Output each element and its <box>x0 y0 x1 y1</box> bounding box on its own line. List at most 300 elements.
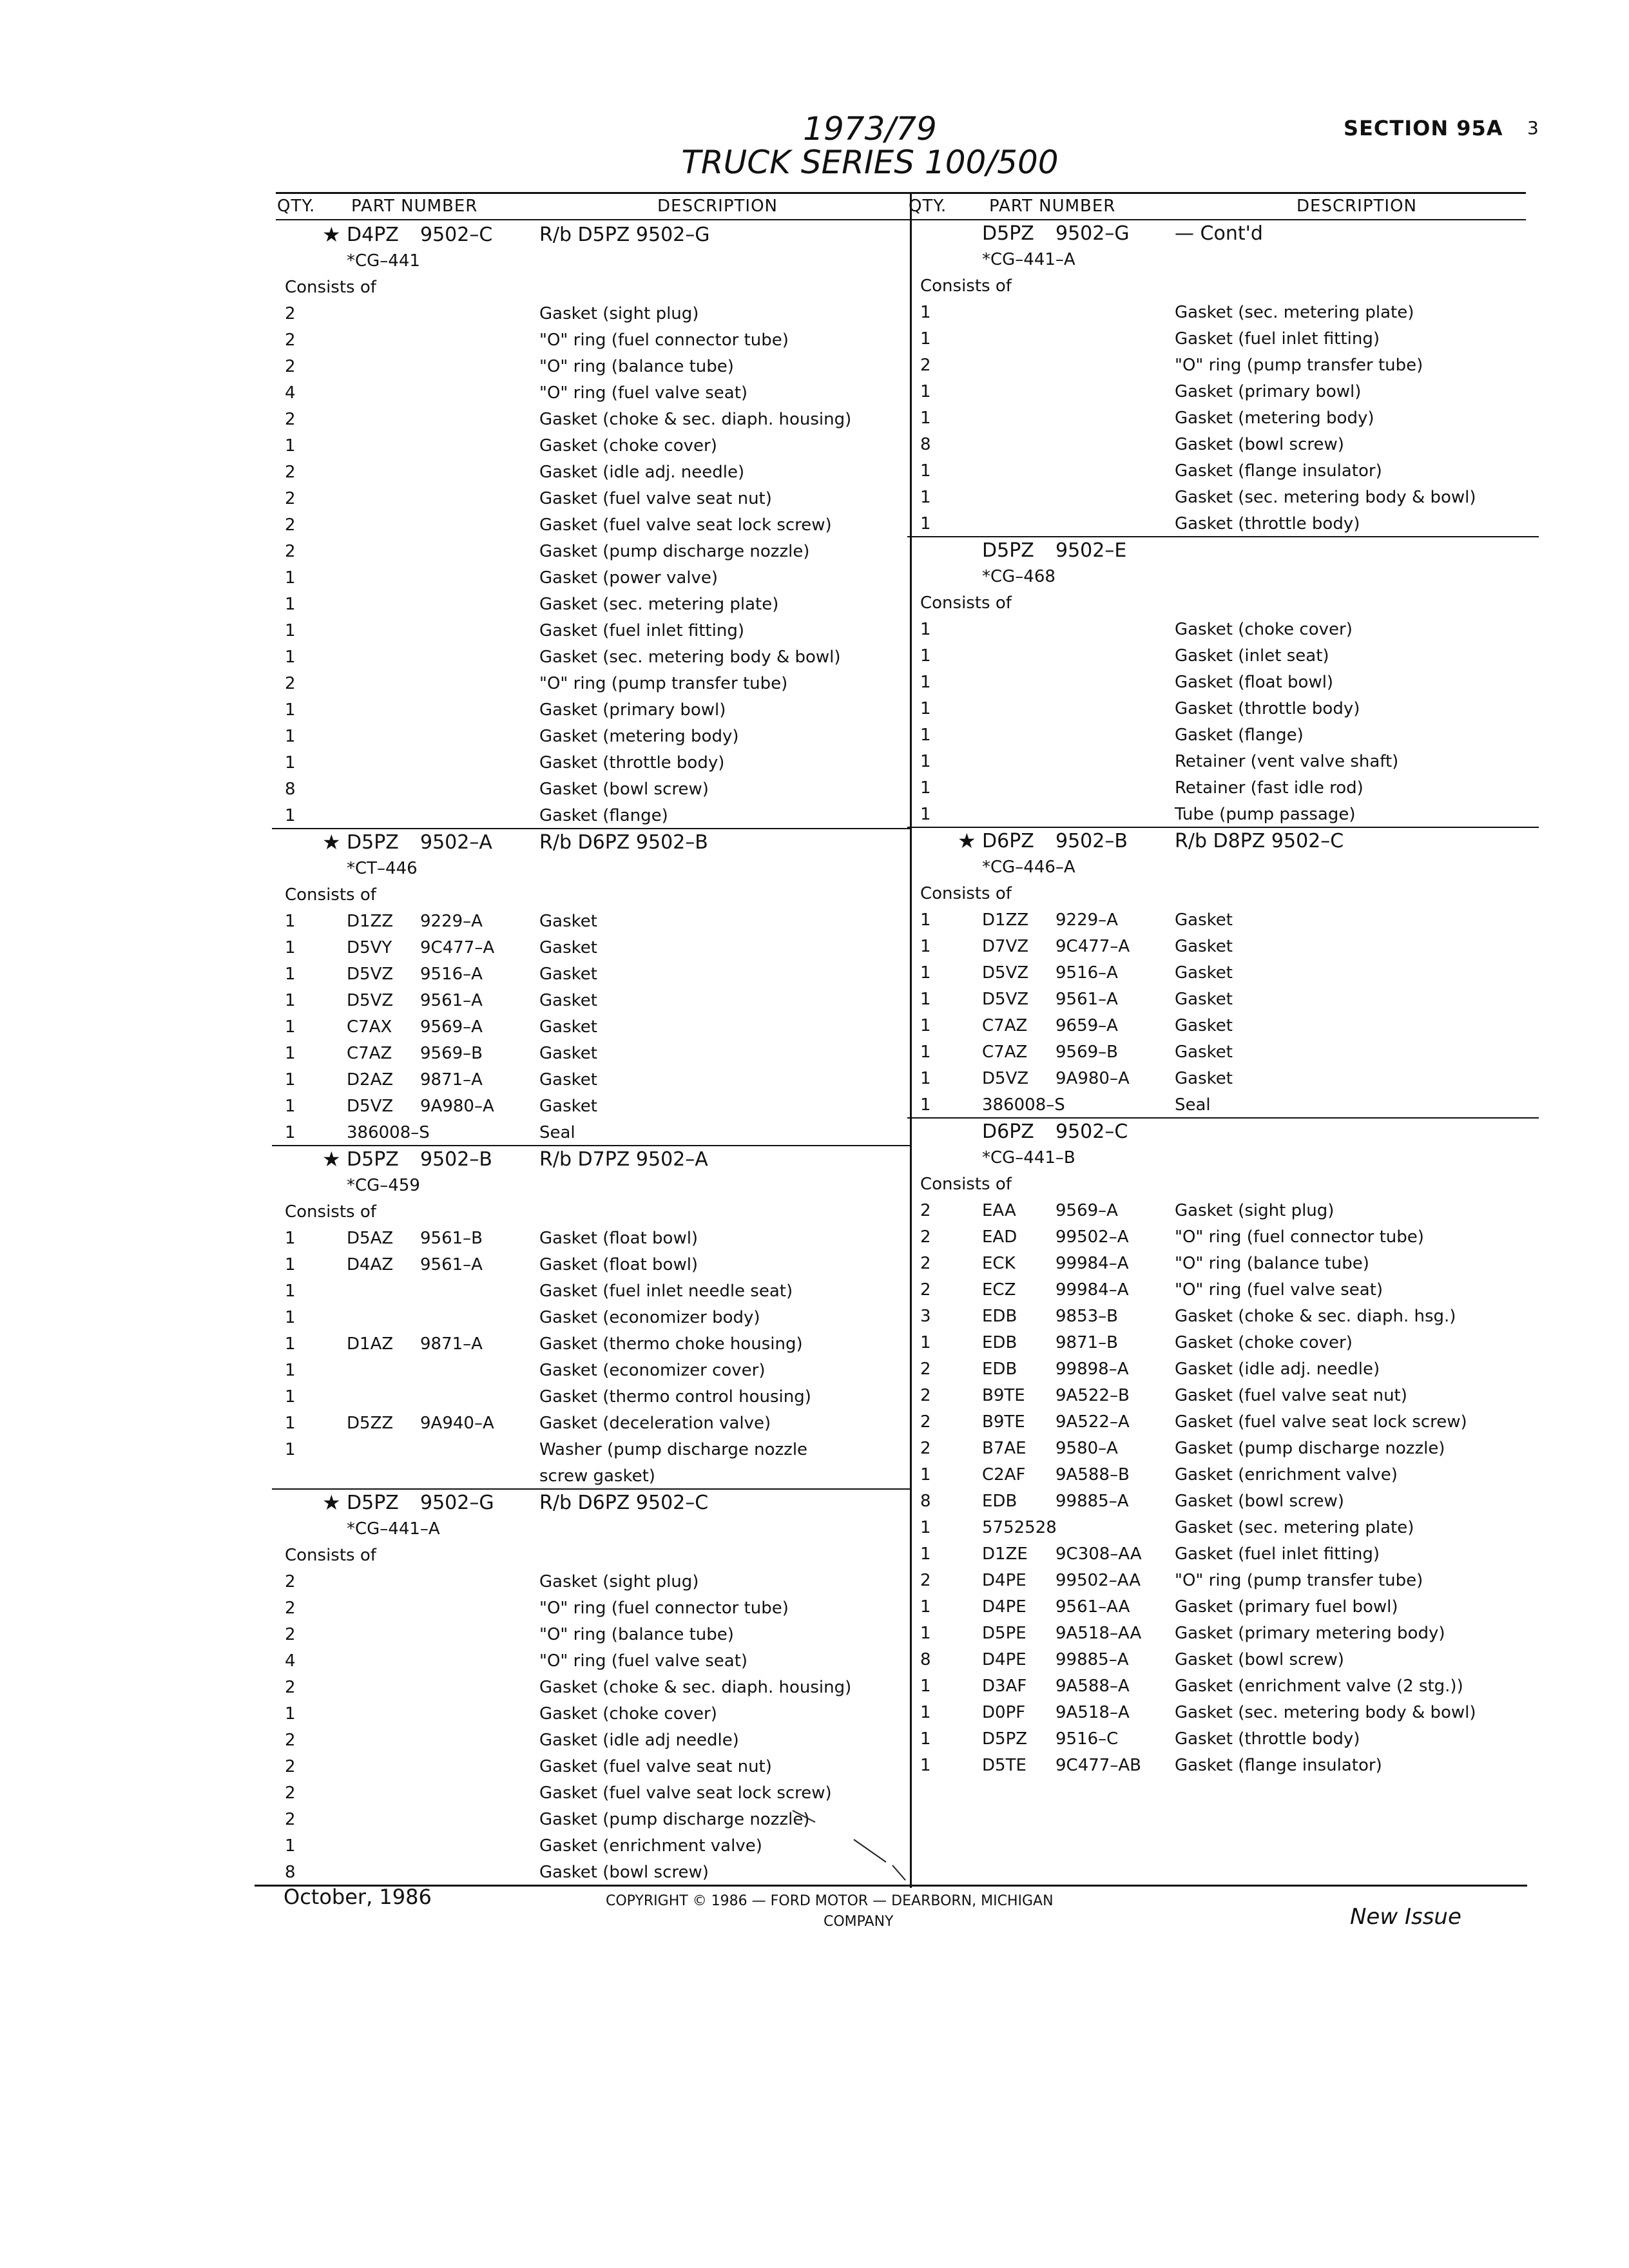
star-icon: ★ <box>322 222 341 247</box>
qty-cell: 2 <box>920 1201 931 1220</box>
description-cell: "O" ring (fuel connector tube) <box>539 1599 789 1618</box>
qty-cell: 2 <box>285 1757 296 1776</box>
page-number: 3 <box>1527 117 1539 139</box>
description-cell: Gasket (sec. metering body & bowl) <box>1175 1703 1476 1722</box>
part-row <box>920 590 1523 617</box>
qty-cell: 1 <box>920 382 931 401</box>
qty-cell: 2 <box>920 1280 931 1300</box>
part-header-row <box>920 1119 1523 1145</box>
qty-cell: 1 <box>285 806 296 825</box>
description-cell: Seal <box>1175 1095 1211 1115</box>
qty-cell: 2 <box>285 515 296 535</box>
qty-cell: 1 <box>920 1756 931 1775</box>
description-cell: Gasket <box>539 965 597 984</box>
part-row <box>285 327 894 354</box>
part-base: 9516–C <box>1055 1729 1119 1749</box>
part-base: 9A518–AA <box>1055 1624 1142 1643</box>
part-base: 9502–C <box>420 224 493 246</box>
part-base: 9C477–AB <box>1055 1756 1141 1775</box>
part-prefix: D5PE <box>982 1624 1027 1643</box>
description-cell: Gasket (fuel inlet fitting) <box>1175 329 1380 349</box>
part-prefix: D5PZ <box>982 222 1034 245</box>
part-prefix: *CG–468 <box>982 567 1055 586</box>
part-row <box>285 618 894 644</box>
part-prefix: D5VZ <box>347 1097 394 1116</box>
part-base: 9561–B <box>420 1229 483 1248</box>
description-cell: "O" ring (fuel valve seat) <box>539 383 748 403</box>
part-row <box>920 1673 1523 1700</box>
qty-cell: 3 <box>920 1307 931 1326</box>
part-base: 99502–AA <box>1055 1571 1141 1590</box>
qty-cell: 1 <box>920 1043 931 1062</box>
part-row <box>285 301 894 327</box>
part-row <box>920 432 1523 458</box>
table-top-rule <box>276 192 1526 194</box>
part-base: 9502–G <box>420 1492 494 1514</box>
part-base: 9659–A <box>1055 1016 1118 1035</box>
qty-cell: 1 <box>920 1729 931 1749</box>
description-cell: Gasket (bowl screw) <box>1175 435 1344 454</box>
description-cell: Gasket (primary metering body) <box>1175 1624 1445 1643</box>
qty-cell: 1 <box>920 329 931 349</box>
part-prefix: *CT–446 <box>347 859 418 878</box>
description-cell: Gasket (enrichment valve) <box>1175 1465 1398 1485</box>
description-cell: Gasket (metering body) <box>539 727 739 746</box>
part-row <box>285 1358 894 1384</box>
part-row <box>920 907 1523 934</box>
description-cell: Gasket (choke & sec. diaph. housing) <box>539 410 852 429</box>
part-row <box>285 1093 894 1120</box>
part-prefix: D5VZ <box>982 1069 1029 1088</box>
part-row <box>285 1437 894 1463</box>
part-row <box>920 1277 1523 1303</box>
description-cell: Gasket (throttle body) <box>1175 699 1360 718</box>
part-prefix: ECZ <box>982 1280 1016 1300</box>
part-row <box>920 986 1523 1013</box>
description-cell: Gasket (sec. metering body & bowl) <box>1175 488 1476 507</box>
footer-copyright: COPYRIGHT © 1986 — FORD MOTOR — DEARBORN, MICHIGAN <box>606 1893 1054 1909</box>
description-cell: Gasket <box>539 1097 597 1116</box>
part-prefix: D5VZ <box>347 965 394 984</box>
description-cell: Gasket (primary bowl) <box>539 700 726 720</box>
description-cell: Gasket (fuel inlet needle seat) <box>539 1282 793 1301</box>
part-prefix: D2AZ <box>347 1070 394 1090</box>
part-row <box>285 1173 894 1199</box>
part-prefix: D5PZ <box>347 831 399 854</box>
part-prefix: B9TE <box>982 1386 1025 1405</box>
pen-mark <box>789 1804 912 1885</box>
part-row <box>285 1595 894 1622</box>
part-row <box>920 1436 1523 1462</box>
qty-cell: 1 <box>920 1465 931 1485</box>
footer-issue: New Issue <box>1350 1904 1461 1930</box>
qty-cell: 1 <box>285 1044 296 1063</box>
col-head-part-right: PART NUMBER <box>989 197 1116 216</box>
star-icon: ★ <box>322 830 341 854</box>
description-cell: R/b D6PZ 9502–B <box>539 831 708 854</box>
qty-cell: 1 <box>285 991 296 1010</box>
qty-cell: 8 <box>920 435 931 454</box>
description-cell: Gasket (choke cover) <box>1175 620 1353 639</box>
part-base: 9502–C <box>1055 1120 1128 1143</box>
part-prefix: D5VZ <box>347 991 394 1010</box>
qty-cell: 1 <box>920 1597 931 1617</box>
part-base: 9A980–A <box>1055 1069 1130 1088</box>
part-prefix: D3AF <box>982 1677 1027 1696</box>
part-row <box>920 802 1523 828</box>
part-base: 9C308–AA <box>1055 1544 1142 1564</box>
part-row <box>920 1171 1523 1198</box>
part-row <box>920 511 1523 537</box>
part-row <box>920 1620 1523 1647</box>
part-row <box>285 961 894 988</box>
part-row <box>285 1754 894 1780</box>
description-cell: Gasket (fuel valve seat lock screw) <box>539 1783 832 1803</box>
qty-cell: Consists of <box>285 278 376 297</box>
part-base: 9A940–A <box>420 1414 494 1433</box>
description-cell: Retainer (fast idle rod) <box>1175 778 1364 798</box>
part-row <box>920 273 1523 300</box>
part-base: 9502–B <box>420 1148 492 1171</box>
qty-cell: 1 <box>285 1123 296 1142</box>
part-prefix: D1ZZ <box>982 910 1029 930</box>
part-row <box>920 1541 1523 1568</box>
part-row <box>285 1410 894 1437</box>
part-base: 9516–A <box>1055 963 1118 983</box>
part-row <box>285 591 894 618</box>
description-cell: Gasket (throttle body) <box>1175 514 1360 533</box>
part-prefix: D0PF <box>982 1703 1026 1722</box>
part-base: 9561–A <box>1055 990 1118 1009</box>
description-cell: Gasket (inlet seat) <box>1175 646 1329 666</box>
part-prefix: 386008–S <box>982 1095 1065 1115</box>
qty-cell: 1 <box>920 1677 931 1696</box>
description-cell: Gasket <box>1175 910 1233 930</box>
qty-cell: 1 <box>920 1518 931 1537</box>
part-prefix: D4PZ <box>347 224 399 246</box>
star-icon: ★ <box>958 829 976 853</box>
part-row <box>285 380 894 407</box>
description-cell: Gasket (fuel valve seat lock screw) <box>1175 1412 1467 1432</box>
part-row <box>920 379 1523 405</box>
qty-cell: 1 <box>920 1544 931 1564</box>
qty-cell: 2 <box>920 1360 931 1379</box>
description-cell: Gasket (sight plug) <box>539 1572 699 1591</box>
description-cell: Gasket <box>539 1070 597 1090</box>
qty-cell: Consists of <box>920 884 1012 903</box>
part-prefix: D1ZE <box>982 1544 1028 1564</box>
part-row <box>285 1542 894 1569</box>
part-row <box>285 1701 894 1727</box>
part-row <box>920 722 1523 749</box>
part-base: 9871–A <box>420 1070 483 1090</box>
qty-cell: 2 <box>285 410 296 429</box>
part-row <box>285 1199 894 1225</box>
part-base: 9A518–A <box>1055 1703 1130 1722</box>
qty-cell: 2 <box>285 1783 296 1803</box>
part-row <box>920 617 1523 643</box>
qty-cell: Consists of <box>285 1202 376 1222</box>
qty-cell: 1 <box>920 1333 931 1352</box>
part-base: 99885–A <box>1055 1650 1129 1669</box>
part-row <box>285 1278 894 1305</box>
part-header-row <box>920 828 1523 854</box>
part-base: 9502–A <box>420 831 492 854</box>
description-cell: screw gasket) <box>539 1466 655 1486</box>
part-row <box>285 1463 894 1490</box>
part-row <box>285 1067 894 1093</box>
description-cell: Gasket (throttle body) <box>539 753 725 773</box>
qty-cell: 1 <box>920 910 931 930</box>
qty-cell: 1 <box>920 752 931 771</box>
description-cell: Gasket (pump discharge nozzle) <box>1175 1439 1445 1458</box>
part-prefix: C7AX <box>347 1017 392 1037</box>
part-row <box>285 274 894 301</box>
part-row <box>920 352 1523 379</box>
qty-cell: 1 <box>285 1282 296 1301</box>
description-cell: Gasket (enrichment valve (2 stg.)) <box>1175 1677 1463 1696</box>
qty-cell: 1 <box>920 1016 931 1035</box>
part-row <box>920 326 1523 352</box>
part-base: 9C477–A <box>1055 937 1130 956</box>
qty-cell: 1 <box>285 1070 296 1090</box>
part-prefix: B7AE <box>982 1439 1027 1458</box>
part-prefix: D5TE <box>982 1756 1027 1775</box>
description-cell: Gasket (flange) <box>1175 726 1304 745</box>
part-row <box>920 669 1523 696</box>
qty-cell: 2 <box>285 1599 296 1618</box>
description-cell: Gasket (sec. metering plate) <box>1175 303 1414 322</box>
qty-cell: 2 <box>920 1412 931 1432</box>
qty-cell: 1 <box>920 488 931 507</box>
qty-cell: 1 <box>285 648 296 667</box>
part-prefix: C7AZ <box>982 1016 1028 1035</box>
description-cell: R/b D6PZ 9502–C <box>539 1492 709 1514</box>
description-cell: "O" ring (balance tube) <box>539 357 734 376</box>
part-prefix: B9TE <box>982 1412 1025 1432</box>
part-row <box>285 803 894 829</box>
part-prefix: D6PZ <box>982 830 1034 852</box>
part-row <box>920 934 1523 960</box>
description-cell: Gasket (fuel valve seat nut) <box>1175 1386 1407 1405</box>
description-cell: Gasket (flange insulator) <box>1175 461 1382 481</box>
part-header-row <box>920 220 1523 247</box>
col-head-desc-left: DESCRIPTION <box>657 197 778 216</box>
description-cell: Gasket (float bowl) <box>539 1229 699 1248</box>
part-base: 9871–B <box>1055 1333 1119 1352</box>
description-cell: Washer (pump discharge nozzle <box>539 1440 808 1459</box>
part-base: 9A980–A <box>420 1097 494 1116</box>
qty-cell: 1 <box>285 595 296 614</box>
qty-cell: 8 <box>285 1863 296 1882</box>
right-parts-list <box>920 220 1523 1779</box>
part-row <box>920 1594 1523 1620</box>
description-cell: Gasket (choke & sec. diaph. housing) <box>539 1678 852 1697</box>
part-prefix: D5AZ <box>347 1229 394 1248</box>
part-row <box>920 1013 1523 1039</box>
part-prefix: *CG–446–A <box>982 858 1075 877</box>
qty-cell: 1 <box>920 1095 931 1115</box>
qty-cell: 1 <box>285 1387 296 1407</box>
part-row <box>920 1726 1523 1753</box>
description-cell: Gasket <box>539 1044 597 1063</box>
part-row <box>920 405 1523 432</box>
description-cell: Gasket (bowl screw) <box>539 1863 709 1882</box>
qty-cell: 2 <box>285 674 296 693</box>
description-cell: R/b D8PZ 9502–C <box>1175 830 1344 852</box>
description-cell: Gasket (fuel valve seat nut) <box>539 489 772 508</box>
description-cell: Gasket (power valve) <box>539 568 718 588</box>
part-row <box>285 1331 894 1358</box>
description-cell: "O" ring (fuel connector tube) <box>539 331 789 350</box>
part-prefix: D5PZ <box>982 539 1034 562</box>
part-row <box>920 564 1523 590</box>
part-base: 9561–AA <box>1055 1597 1130 1617</box>
part-row <box>920 749 1523 775</box>
part-base: 9561–A <box>420 1255 483 1274</box>
description-cell: Gasket (sight plug) <box>539 304 699 323</box>
qty-cell: 1 <box>920 1069 931 1088</box>
description-cell: "O" ring (fuel connector tube) <box>1175 1227 1424 1247</box>
description-cell: Gasket (choke cover) <box>539 1704 717 1724</box>
part-row <box>285 988 894 1014</box>
part-prefix: D5VY <box>347 938 392 957</box>
part-row <box>285 1384 894 1410</box>
description-cell: Gasket (idle adj. needle) <box>539 463 745 482</box>
part-base: 9502–E <box>1055 539 1127 562</box>
qty-cell: 2 <box>920 356 931 375</box>
description-cell: Gasket (fuel valve seat lock screw) <box>539 515 832 535</box>
qty-cell: 1 <box>285 436 296 456</box>
qty-cell: 1 <box>920 408 931 428</box>
qty-cell: 2 <box>285 331 296 350</box>
part-base: 99885–A <box>1055 1492 1129 1511</box>
qty-cell: 1 <box>285 568 296 588</box>
part-row <box>285 459 894 486</box>
qty-cell: 4 <box>285 1651 296 1671</box>
description-cell: Gasket (idle adj. needle) <box>1175 1360 1380 1379</box>
description-cell: Gasket <box>1175 937 1233 956</box>
description-cell: Gasket (sight plug) <box>1175 1201 1335 1220</box>
part-row <box>920 696 1523 722</box>
page-years: 1973/79 <box>803 110 937 148</box>
part-row <box>285 354 894 380</box>
part-base: 9853–B <box>1055 1307 1119 1326</box>
qty-cell: 8 <box>920 1650 931 1669</box>
part-base: 99898–A <box>1055 1360 1129 1379</box>
qty-cell: 1 <box>285 1361 296 1380</box>
part-base: 9502–G <box>1055 222 1130 245</box>
qty-cell: 1 <box>285 1097 296 1116</box>
description-cell: Gasket <box>1175 1043 1233 1062</box>
part-prefix: EDB <box>982 1360 1017 1379</box>
part-row <box>920 1198 1523 1224</box>
part-row <box>285 1780 894 1807</box>
footer-date: October, 1986 <box>284 1885 432 1909</box>
description-cell: "O" ring (fuel valve seat) <box>539 1651 748 1671</box>
part-row <box>920 854 1523 881</box>
part-row <box>920 643 1523 669</box>
qty-cell: Consists of <box>920 276 1012 296</box>
description-cell: Gasket (bowl screw) <box>539 780 709 799</box>
qty-cell: 1 <box>285 965 296 984</box>
description-cell: Gasket (pump discharge nozzle) <box>539 542 810 561</box>
description-cell: Gasket (economizer cover) <box>539 1361 766 1380</box>
part-header-row <box>285 222 894 248</box>
part-base: 9569–B <box>420 1044 483 1063</box>
part-prefix: D4AZ <box>347 1255 394 1274</box>
description-cell: R/b D7PZ 9502–A <box>539 1148 708 1171</box>
part-prefix: EAA <box>982 1201 1016 1220</box>
part-row <box>920 1356 1523 1383</box>
part-row <box>285 750 894 776</box>
part-base: 99984–A <box>1055 1280 1129 1300</box>
part-row <box>920 1066 1523 1092</box>
part-row <box>285 1252 894 1278</box>
description-cell: Seal <box>539 1123 575 1142</box>
qty-cell: 1 <box>920 514 931 533</box>
section-label: SECTION 95A <box>1344 116 1503 140</box>
part-base: 9871–A <box>420 1334 483 1354</box>
description-cell: Gasket <box>1175 1069 1233 1088</box>
part-prefix: C7AZ <box>347 1044 392 1063</box>
col-head-desc-right: DESCRIPTION <box>1296 197 1417 216</box>
description-cell: "O" ring (pump transfer tube) <box>539 674 788 693</box>
part-row <box>285 1225 894 1252</box>
description-cell: Gasket (flange insulator) <box>1175 1756 1382 1775</box>
col-head-part-left: PART NUMBER <box>351 197 478 216</box>
part-base: 9561–A <box>420 991 483 1010</box>
qty-cell: 1 <box>920 303 931 322</box>
description-cell: Gasket (enrichment valve) <box>539 1836 762 1856</box>
qty-cell: 4 <box>285 383 296 403</box>
part-prefix: D5PZ <box>982 1729 1028 1749</box>
part-row <box>920 960 1523 986</box>
part-row <box>920 1224 1523 1251</box>
star-icon: ★ <box>322 1490 341 1515</box>
description-cell: Gasket (primary bowl) <box>1175 382 1362 401</box>
qty-cell: 1 <box>285 621 296 640</box>
part-row <box>920 1515 1523 1541</box>
qty-cell: 1 <box>920 726 931 745</box>
part-prefix: *CG–441–B <box>982 1148 1075 1168</box>
part-row <box>920 300 1523 326</box>
qty-cell: 2 <box>285 463 296 482</box>
qty-cell: 1 <box>920 1703 931 1722</box>
part-row <box>285 697 894 724</box>
qty-cell: 1 <box>920 963 931 983</box>
description-cell: Gasket (throttle body) <box>1175 1729 1360 1749</box>
col-head-qty-right: QTY. <box>909 197 947 216</box>
description-cell: Gasket (choke cover) <box>539 436 717 456</box>
description-cell: Gasket <box>539 1017 597 1037</box>
description-cell: Gasket (fuel inlet fitting) <box>1175 1544 1380 1564</box>
part-header-row <box>285 1490 894 1516</box>
page-title: TRUCK SERIES 100/500 <box>681 144 1059 181</box>
qty-cell: 8 <box>920 1492 931 1511</box>
part-prefix: D7VZ <box>982 937 1029 956</box>
part-row <box>285 539 894 565</box>
part-row <box>920 1753 1523 1779</box>
description-cell: "O" ring (fuel valve seat) <box>1175 1280 1383 1300</box>
qty-cell: 1 <box>285 1414 296 1433</box>
qty-cell: 1 <box>285 727 296 746</box>
qty-cell: 2 <box>285 304 296 323</box>
part-row <box>285 1120 894 1146</box>
part-base: 99502–A <box>1055 1227 1129 1247</box>
qty-cell: 1 <box>285 1308 296 1327</box>
qty-cell: 1 <box>920 937 931 956</box>
